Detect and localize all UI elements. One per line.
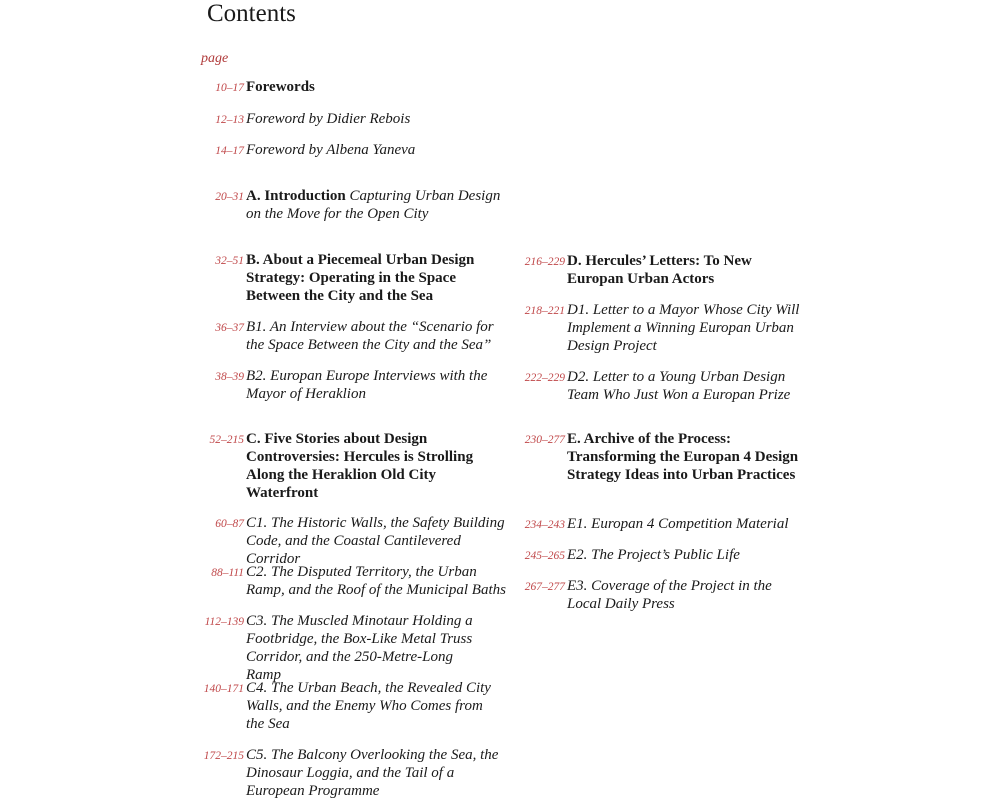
page-range: 216–229 xyxy=(524,256,565,268)
page-range: 230–277 xyxy=(524,434,565,446)
page-range: 267–277 xyxy=(524,581,565,593)
page-range: 245–265 xyxy=(524,550,565,562)
page-range: 60–87 xyxy=(215,518,244,530)
page-range: 20–31 xyxy=(215,191,244,203)
toc-entry-e1[interactable] xyxy=(524,515,812,533)
entry-title: C4. The Urban Beach, the Revealed City Walls, and the Enemy Who Comes from the Sea xyxy=(246,680,491,732)
page-range: 38–39 xyxy=(215,371,244,383)
page-range: 172–215 xyxy=(203,750,244,762)
entry-title: E3. Coverage of the Project in the Local Daily Press xyxy=(567,578,772,612)
toc-entry-forewords[interactable] xyxy=(215,78,516,96)
entry-title: B2. Europan Europe Interviews with the Mayor of Heraklion xyxy=(246,368,488,402)
entry-title: E2. The Project’s Public Life xyxy=(567,547,740,563)
entry-title: E. Archive of the Process: Transforming the Europan 4 Design Strategy Ideas into Urban Practices xyxy=(567,431,799,483)
entry-title: C5. The Balcony Overlooking the Sea, the Dinosaur Loggia, and the Tail of a European Programme xyxy=(246,747,499,799)
entry-title: C1. The Historic Walls, the Safety Building Code, and the Coastal Cantilevered Corridor xyxy=(246,515,505,567)
toc-entry-section-c[interactable] xyxy=(209,430,496,502)
toc-entry-c2[interactable] xyxy=(211,563,508,599)
toc-entry-foreword-yaneva[interactable] xyxy=(215,141,516,159)
toc-entry-foreword-rebois[interactable] xyxy=(215,110,516,128)
entry-title: B1. An Interview about the “Scenario for the Space Between the City and the Sea” xyxy=(246,319,494,353)
toc-entry-d1[interactable] xyxy=(524,301,802,355)
entry-title: D1. Letter to a Mayor Whose City Will Implement a Winning Europan Urban Design Project xyxy=(567,302,800,354)
page-column-label: page xyxy=(201,51,229,66)
toc-entry-e2[interactable] xyxy=(524,546,812,564)
page-range: 88–111 xyxy=(211,567,244,579)
page-range: 222–229 xyxy=(524,372,565,384)
page-range: 14–17 xyxy=(215,145,244,157)
toc-entry-c5[interactable] xyxy=(203,746,508,800)
page-range: 32–51 xyxy=(215,255,244,267)
entry-subtitle: Capturing Urban Design on the Move for the Open City xyxy=(246,188,501,222)
entry-title: Foreword by Didier Rebois xyxy=(246,111,411,127)
page-range: 10–17 xyxy=(215,82,244,94)
toc-entry-c4[interactable] xyxy=(203,679,498,733)
page-range: 218–221 xyxy=(524,305,565,317)
toc-entry-b2[interactable] xyxy=(215,367,491,403)
page-range: 52–215 xyxy=(209,434,244,446)
entry-title: C. Five Stories about Design Controversies: Hercules is Strolling Along the Heraklion Old City Waterfront xyxy=(246,431,474,501)
page-title: Contents xyxy=(207,0,296,27)
toc-entry-e3[interactable] xyxy=(524,577,802,613)
entry-title: C3. The Muscled Minotaur Holding a Footbridge, the Box-Like Metal Truss Corridor, and the 250-Metre-Long Ramp xyxy=(246,613,473,683)
toc-entry-introduction[interactable] xyxy=(215,187,508,223)
entry-title: D. Hercules’ Letters: To New Europan Urban Actors xyxy=(567,253,752,287)
page-range: 12–13 xyxy=(215,114,244,126)
page-range: 140–171 xyxy=(203,683,244,695)
entry-title: C2. The Disputed Territory, the Urban Ramp, and the Roof of the Municipal Baths xyxy=(246,564,506,598)
entry-title: E1. Europan 4 Competition Material xyxy=(567,516,789,532)
toc-entry-c1[interactable] xyxy=(215,514,508,568)
entry-title: B. About a Piecemeal Urban Design Strategy: Operating in the Space Between the City and the Sea xyxy=(246,252,475,304)
toc-entry-section-b[interactable] xyxy=(215,251,508,305)
toc-entry-section-d[interactable] xyxy=(524,252,787,288)
entry-title: A. Introduction xyxy=(246,188,346,204)
entry-title: Forewords xyxy=(246,79,315,95)
page-range: 36–37 xyxy=(215,322,244,334)
page-range: 112–139 xyxy=(204,616,244,628)
toc-entry-d2[interactable] xyxy=(524,368,797,404)
toc-entry-section-e[interactable] xyxy=(524,430,807,484)
page-range: 234–243 xyxy=(524,519,565,531)
toc-entry-c3[interactable] xyxy=(204,612,491,684)
entry-title: Foreword by Albena Yaneva xyxy=(246,142,416,158)
toc-entry-b1[interactable] xyxy=(215,318,508,354)
entry-title: D2. Letter to a Young Urban Design Team Who Just Won a Europan Prize xyxy=(567,369,791,403)
